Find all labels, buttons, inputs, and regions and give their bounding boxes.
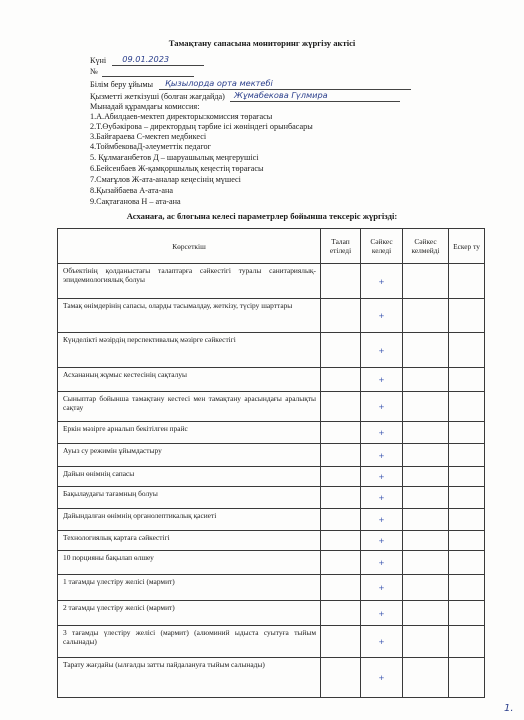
table-row	[58, 467, 485, 487]
not-matches-cell	[403, 333, 449, 368]
commission-member-2: 2.Т.Өубәкірова – директордың тәрбие ісі жөніндегі орынбасары	[90, 122, 313, 131]
note-cell	[449, 626, 485, 658]
header-matches: Сәйкес келеді	[361, 229, 403, 264]
table-header-row	[58, 229, 485, 264]
required-cell	[321, 368, 361, 392]
commission-member-1: 1.А.Абилдаев-мектеп директоры:комиссия төрағасы	[90, 112, 273, 121]
note-cell	[449, 551, 485, 575]
indicator-cell: Объектінің қолданыстағы талаптарға сәйкестігі туралы санитариялық-эпидемиологиялық болуы	[58, 264, 321, 299]
commission-member-7: 7.Смағұлов Ж-ата-аналар кеңесінің мүшесі	[90, 175, 241, 184]
note-cell	[449, 444, 485, 467]
matches-cell: +	[361, 264, 403, 299]
commission-member-3: 3.Байғараева С-мектеп медбикесі	[90, 132, 207, 141]
note-cell	[449, 658, 485, 698]
required-cell	[321, 551, 361, 575]
required-cell	[321, 333, 361, 368]
table-row	[58, 626, 485, 658]
matches-cell: +	[361, 509, 403, 531]
required-cell	[321, 626, 361, 658]
header-required: Талап етіледі	[321, 229, 361, 264]
number-line	[90, 67, 194, 77]
matches-cell: +	[361, 333, 403, 368]
employee-value: Жұмабекова Гүлмира	[233, 90, 328, 100]
matches-cell: +	[361, 575, 403, 601]
matches-cell: +	[361, 299, 403, 333]
table-row	[58, 575, 485, 601]
matches-cell: +	[361, 368, 403, 392]
table-row	[58, 333, 485, 368]
indicator-cell: 10 порцияны бақылап өлшеу	[58, 551, 321, 575]
required-cell	[321, 509, 361, 531]
table-row	[58, 531, 485, 551]
table-row	[58, 392, 485, 422]
indicator-cell: Технологиялық картаға сәйкестігі	[58, 531, 321, 551]
date-line	[90, 55, 204, 66]
indicator-cell: 3 тағамды үлестіру желісі (мармит) (алюминий ыдыста суытуға тыйым салынады)	[58, 626, 321, 658]
matches-cell: +	[361, 531, 403, 551]
org-field	[159, 79, 411, 90]
employee-field	[230, 91, 400, 102]
commission-member-5: 5. Құлмағанбетов Д – шаруашылық меңгерушісі	[90, 153, 259, 162]
indicator-cell: Асхананың жұмыс кестесінің сақталуы	[58, 368, 321, 392]
required-cell	[321, 658, 361, 698]
date-label: Күні	[90, 56, 107, 65]
org-line	[90, 79, 411, 90]
matches-cell: +	[361, 444, 403, 467]
indicator-cell: Тамақ өнімдерінің сапасы, оларды тасымалдау, жеткізу, түсіру шарттары	[58, 299, 321, 333]
note-cell	[449, 368, 485, 392]
indicator-cell: Дайын өнімнің сапасы	[58, 467, 321, 487]
number-label: №	[90, 67, 98, 76]
not-matches-cell	[403, 368, 449, 392]
note-cell	[449, 487, 485, 509]
indicator-cell: Еркін мәзірге арналып бекітілген прайс	[58, 422, 321, 444]
not-matches-cell	[403, 531, 449, 551]
matches-cell: +	[361, 392, 403, 422]
required-cell	[321, 531, 361, 551]
note-cell	[449, 575, 485, 601]
required-cell	[321, 487, 361, 509]
not-matches-cell	[403, 575, 449, 601]
matches-cell: +	[361, 422, 403, 444]
inspection-table	[57, 228, 485, 698]
required-cell	[321, 299, 361, 333]
not-matches-cell	[403, 658, 449, 698]
required-cell	[321, 392, 361, 422]
section-title: Асханаға, ас блогына келесі параметрлер бойынша тексеріс жүргізді:	[126, 211, 398, 221]
not-matches-cell	[403, 299, 449, 333]
not-matches-cell	[403, 509, 449, 531]
note-cell	[449, 467, 485, 487]
note-cell	[449, 333, 485, 368]
required-cell	[321, 575, 361, 601]
commission-label: Мынадай құрамдағы комиссия:	[90, 102, 200, 111]
matches-cell: +	[361, 467, 403, 487]
table-row	[58, 422, 485, 444]
note-cell	[449, 422, 485, 444]
table-row	[58, 487, 485, 509]
note-cell	[449, 531, 485, 551]
indicator-cell: Ауыз су режимін ұйымдастыру	[58, 444, 321, 467]
matches-cell: +	[361, 487, 403, 509]
date-field	[112, 55, 204, 66]
commission-member-9: 9.Сақтағанова Н – ата-ана	[90, 197, 181, 206]
table-row	[58, 509, 485, 531]
table-row	[58, 264, 485, 299]
table-row	[58, 658, 485, 698]
org-label: Білім беру ұйымы	[90, 80, 154, 89]
commission-member-8: 8.Қызайбаева А-ата-ана	[90, 186, 173, 195]
date-value: 09.01.2023	[122, 54, 170, 64]
not-matches-cell	[403, 626, 449, 658]
indicator-cell: Сыныптар бойынша тамақтану кестесі мен тамақтану арасындағы аралықты сақтау	[58, 392, 321, 422]
required-cell	[321, 264, 361, 299]
note-cell	[449, 299, 485, 333]
note-cell	[449, 601, 485, 626]
required-cell	[321, 601, 361, 626]
indicator-cell: Тарату жағдайы (ылғалды затты пайдалануға тыйым салынады)	[58, 658, 321, 698]
indicator-cell: Дайындалған өнімнің органолептикалық қасиеті	[58, 509, 321, 531]
commission-member-6: 6.Бейсенбаев Ж-қамқоршылық кеңестің төрағасы	[90, 164, 264, 173]
document-title: Тамақтану сапасына мониторинг жүргізу актісі	[168, 38, 356, 48]
page-mark: 1.	[504, 703, 514, 714]
header-not-matches: Сәйкес келмейді	[403, 229, 449, 264]
org-value: Қызылорда орта мектебі	[165, 78, 273, 88]
table-row	[58, 551, 485, 575]
indicator-cell: Бақылаудағы тағамның болуы	[58, 487, 321, 509]
indicator-cell: Күнделікті мәзірдің перспективалық мәзірге сәйкестігі	[58, 333, 321, 368]
table-row	[58, 368, 485, 392]
indicator-cell: 1 тағамды үлестіру желісі (мармит)	[58, 575, 321, 601]
not-matches-cell	[403, 422, 449, 444]
not-matches-cell	[403, 264, 449, 299]
table-row	[58, 444, 485, 467]
not-matches-cell	[403, 487, 449, 509]
not-matches-cell	[403, 601, 449, 626]
employee-line	[90, 91, 400, 102]
note-cell	[449, 509, 485, 531]
required-cell	[321, 467, 361, 487]
matches-cell: +	[361, 601, 403, 626]
not-matches-cell	[403, 551, 449, 575]
required-cell	[321, 422, 361, 444]
commission-member-4: 4.ТоймбековаД-әлеуметтік педагог	[90, 142, 211, 151]
required-cell	[321, 444, 361, 467]
note-cell	[449, 264, 485, 299]
indicator-cell: 2 тағамды үлестіру желісі (мармит)	[58, 601, 321, 626]
header-indicator: Көрсеткіш	[58, 229, 321, 264]
not-matches-cell	[403, 392, 449, 422]
matches-cell: +	[361, 658, 403, 698]
matches-cell: +	[361, 626, 403, 658]
table-row	[58, 299, 485, 333]
not-matches-cell	[403, 467, 449, 487]
note-cell	[449, 392, 485, 422]
matches-cell: +	[361, 551, 403, 575]
not-matches-cell	[403, 444, 449, 467]
table-row	[58, 601, 485, 626]
header-note: Ескер ту	[449, 229, 485, 264]
number-field	[102, 76, 194, 77]
employee-label: Қызметті жеткізуші (болған жағдайда)	[90, 92, 225, 101]
